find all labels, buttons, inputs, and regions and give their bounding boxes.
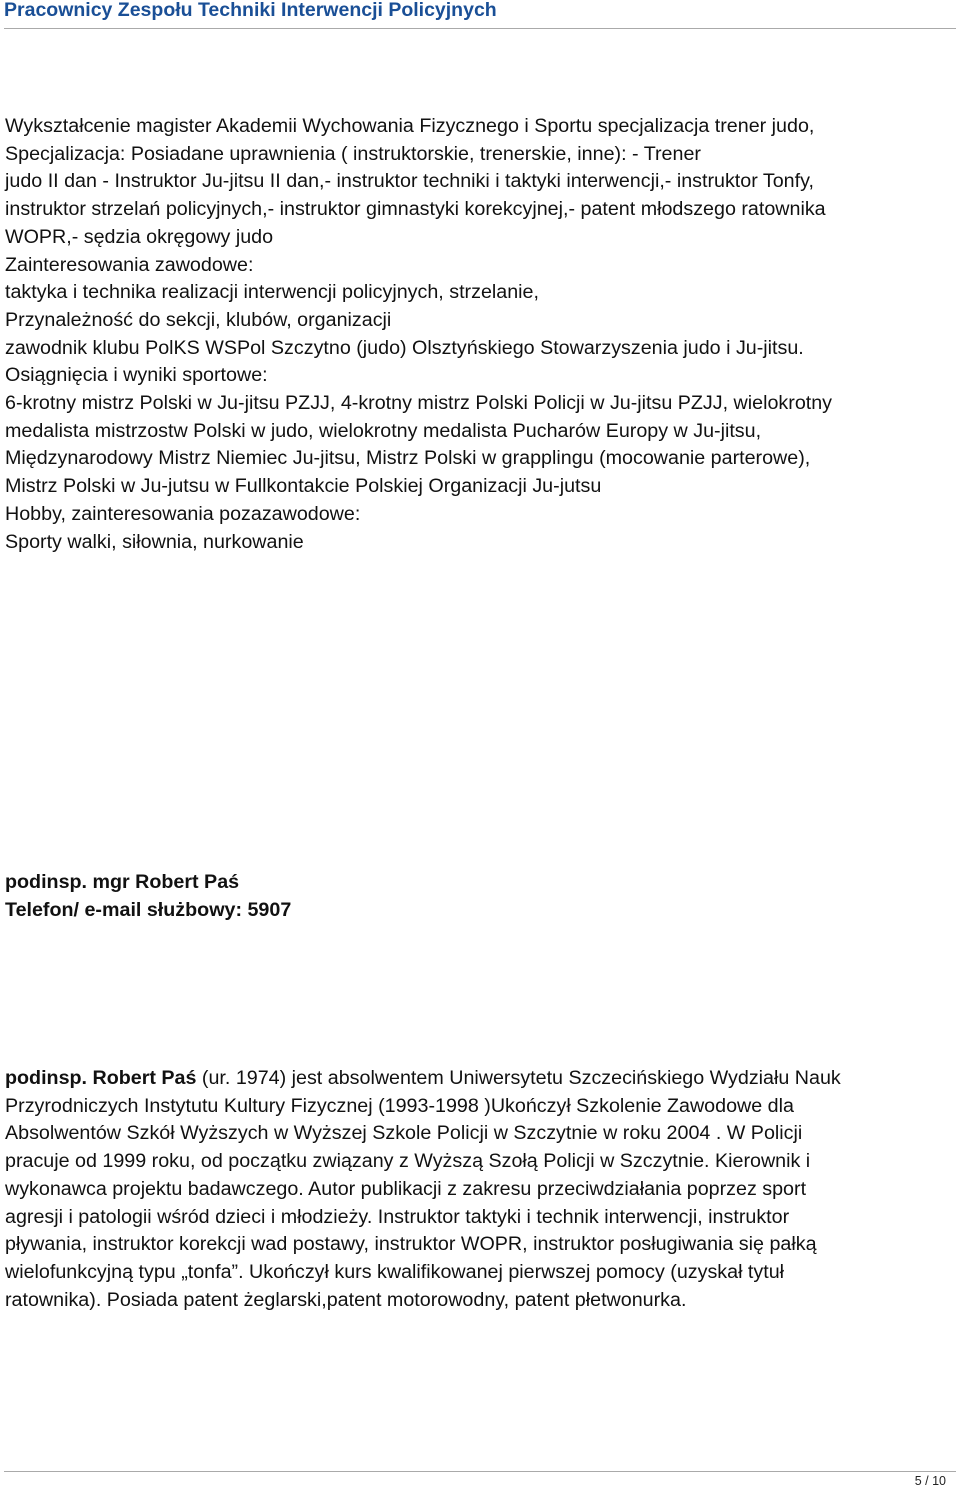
contact-block [5, 869, 954, 924]
profile-details [5, 113, 954, 556]
details-line: Przynależność do sekcji, klubów, organizacji [5, 308, 392, 331]
bio-line: Absolwentów Szkół Wyższych w Wyższej Szkole Policji w Szczytnie w roku 2004 . W Policji [5, 1122, 803, 1145]
details-line: Mistrz Polski w Ju-jutsu w Fullkontakcie Polskiej Organizacji Ju-jutsu [5, 475, 602, 498]
details-line: Międzynarodowy Mistrz Niemiec Ju-jitsu, Mistrz Polski w grapplingu (mocowanie parterowe), [5, 447, 811, 470]
contact-name: podinsp. mgr Robert Paś [5, 871, 240, 893]
bio-first-line-text: (ur. 1974) jest absolwentem Uniwersytetu Szczecińskiego Wydziału Nauk [196, 1067, 841, 1089]
details-line: Hobby, zainteresowania pozazawodowe: [5, 502, 361, 525]
bio-line [5, 1065, 954, 1093]
bio-line: pracuje od 1999 roku, od początku związany z Wyższą Szołą Policji w Szczytnie. Kierownik i [5, 1150, 811, 1173]
details-line: 6-krotny mistrz Polski w Ju-jitsu PZJJ, 4-krotny mistrz Polski Policji w Ju-jitsu PZJJ, wielokrotny [5, 392, 833, 415]
details-line: instruktor strzelań policyjnych,- instruktor gimnastyki korekcyjnej,- patent młodszego ratownika [5, 198, 826, 221]
bio-line: ratownika). Posiada patent żeglarski,patent motorowodny, patent płetwonurka. [5, 1288, 687, 1311]
bio-line: agresji i patologii wśród dzieci i młodzieży. Instruktor taktyki i technik interwencji, instruktor [5, 1205, 790, 1228]
details-line: Specjalizacja: Posiadane uprawnienia ( instruktorskie, trenerskie, inne): - Trener [5, 142, 701, 165]
bio-line: wykonawca projektu badawczego. Autor publikacji z zakresu przeciwdziałania poprzez sport [5, 1177, 807, 1200]
details-line: medalista mistrzostw Polski w judo, wielokrotny medalista Pucharów Europy w Ju-jitsu, [5, 419, 762, 442]
contact-phone: Telefon/ e-mail służbowy: 5907 [5, 898, 292, 921]
bio-line: Przyrodniczych Instytutu Kultury Fizycznej (1993-1998 )Ukończył Szkolenie Zawodowe dla [5, 1094, 794, 1117]
details-line: Osiągnięcia i wyniki sportowe: [5, 364, 268, 387]
details-line: WOPR,- sędzia okręgowy judo [5, 225, 274, 248]
page-header-title: Pracownicy Zespołu Techniki Interwencji Policyjnych [4, 0, 497, 21]
bio-line: pływania, instruktor korekcji wad postawy, instruktor WOPR, instruktor posługiwania się pałką [5, 1233, 817, 1256]
bio-name: podinsp. Robert Paś [5, 1067, 197, 1089]
details-line: Sporty walki, siłownia, nurkowanie [5, 530, 304, 553]
footer-divider [4, 1471, 956, 1472]
details-line: Wykształcenie magister Akademii Wychowania Fizycznego i Sportu specjalizacja trener judo, [5, 115, 815, 137]
bio-line: wielofunkcyjną typu „tonfa”. Ukończył kurs kwalifikowanej pierwszej pomocy (uzyskał tytuł [5, 1260, 785, 1283]
bio-block [5, 1065, 954, 1314]
details-line: Zainteresowania zawodowe: [5, 253, 254, 276]
header-divider [4, 28, 956, 29]
page-number: 5 / 10 [914, 1474, 946, 1488]
details-line: taktyka i technika realizacji interwencji policyjnych, strzelanie, [5, 281, 539, 304]
details-line: zawodnik klubu PolKS WSPol Szczytno (judo) Olsztyńskiego Stowarzyszenia judo i Ju-jitsu. [5, 336, 804, 359]
details-line: judo II dan - Instruktor Ju-jitsu II dan,- instruktor techniki i taktyki interwencji,- instruktor Tonfy, [5, 170, 814, 193]
